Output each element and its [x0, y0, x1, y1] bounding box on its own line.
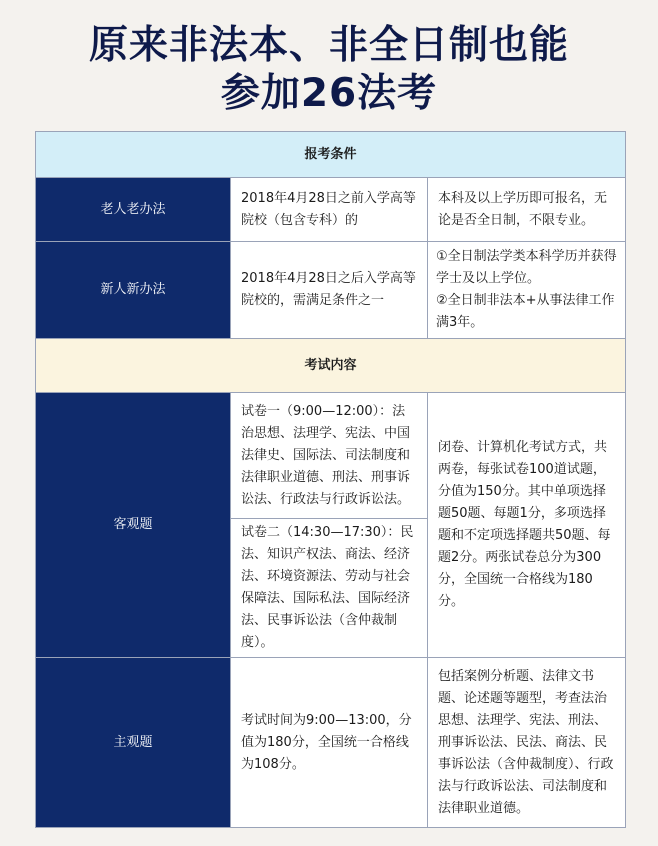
new-rule-detail-item-1: ①全日制法学类本科学历并获得学士及以上学位。	[436, 249, 617, 286]
row-label-new-rule: 新人新办法	[36, 242, 231, 339]
new-rule-condition: 2018年4月28日之后入学高等院校的，需满足条件之一	[231, 242, 428, 339]
new-rule-detail-item-2: ②全日制非法本+从事法律工作满3年。	[436, 293, 615, 330]
subjective-condition: 考试时间为9:00—13:00，分值为180分，全国统一合格线为108分。	[231, 658, 428, 828]
subjective-detail: 包括案例分析题、法律文书题、论述题等题型，考查法治思想、法理学、宪法、刑法、刑事诉讼法、民法、商法、民事诉讼法（含仲裁制度）、行政法与行政诉讼法、司法制度和法律职业道德。	[428, 658, 626, 828]
title-line-2: 参加26法考	[220, 71, 438, 116]
table-row	[36, 178, 626, 242]
row-label-old-rule: 老人老办法	[36, 178, 231, 242]
objective-paper-1: 试卷一（9:00—12:00）：法治思想、法理学、宪法、中国法律史、国际法、司法制度和法律职业道德、刑法、刑事诉讼法、行政法与行政诉讼法。	[231, 393, 428, 519]
title-line-1: 原来非法本、非全日制也能	[88, 23, 569, 68]
objective-detail: 闭卷、计算机化考试方式，共两卷，每张试卷100道试题，分值为150分。其中单项选择题50题、每题1分，多项选择题和不定项选择题共50题、每题2分。两张试卷总分为300分，全国统一合格线为180分。	[428, 393, 626, 658]
old-rule-detail: 本科及以上学历即可报名，无论是否全日制，不限专业。	[428, 178, 626, 242]
table-row	[36, 658, 626, 828]
table-row	[36, 242, 626, 339]
table-row	[36, 393, 626, 519]
row-label-subjective: 主观题	[36, 658, 231, 828]
old-rule-condition: 2018年4月28日之前入学高等院校（包含专科）的	[231, 178, 428, 242]
row-label-objective: 客观题	[36, 393, 231, 658]
objective-paper-2: 试卷二（14:30—17:30）：民法、知识产权法、商法、经济法、环境资源法、劳动与社会保障法、国际私法、国际经济法、民事诉讼法（含仲裁制度）。	[231, 519, 428, 658]
page-title	[0, 22, 658, 118]
exam-info-table	[35, 131, 626, 828]
new-rule-detail	[428, 242, 626, 339]
section-heading-exam-content: 考试内容	[36, 339, 626, 393]
section-heading-requirements: 报考条件	[36, 132, 626, 178]
